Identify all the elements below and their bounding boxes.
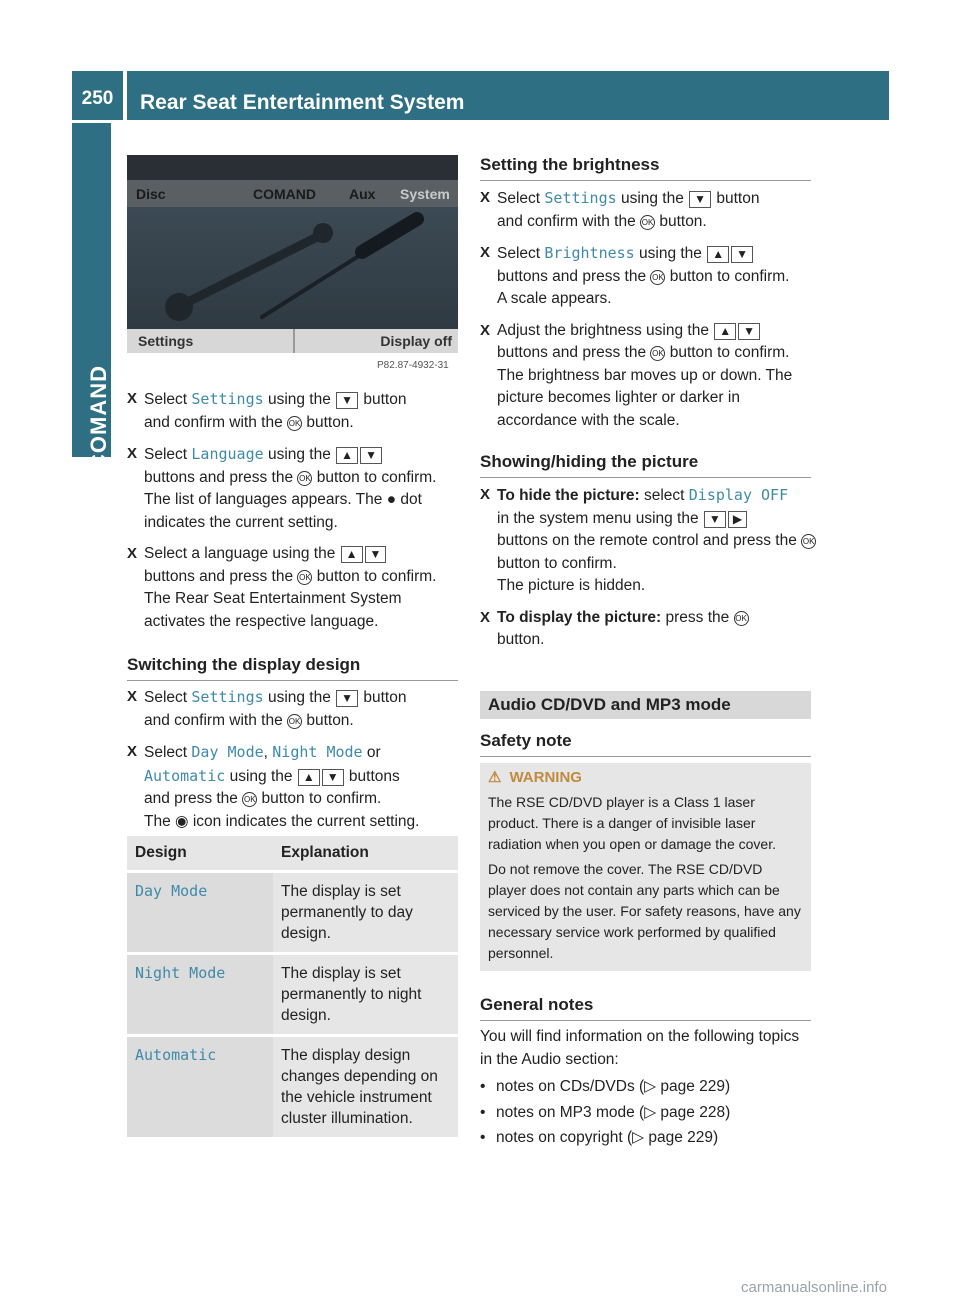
screenshot-top-bar <box>127 155 458 180</box>
list-item: X Select Brightness using the ▲ ▼ buttons and press the OK button to confirm. A scale appears. <box>480 244 790 307</box>
ok-button-icon: OK <box>297 570 312 585</box>
up-key-icon: ▲ <box>298 769 320 786</box>
list-item: X Select Day Mode, Night Mode or Automatic using the ▲ ▼ buttons and press the OK button to confirm. The ◉ icon indicates the current setting. <box>127 743 420 830</box>
ok-button-icon: OK <box>287 714 302 729</box>
design-table <box>127 836 458 1140</box>
up-key-icon: ▲ <box>341 546 363 563</box>
section-heading: Setting the brightness <box>480 155 811 181</box>
ok-button-icon: OK <box>650 270 665 285</box>
list-item: • notes on CDs/DVDs (▷ page 229) <box>480 1078 731 1095</box>
table-header: Explanation <box>273 836 458 872</box>
screenshot-tools-image <box>127 207 458 329</box>
picture-steps <box>480 484 820 661</box>
screenshot-menu-bar <box>127 180 458 207</box>
warning-box <box>480 763 811 971</box>
down-key-icon: ▼ <box>365 546 387 563</box>
watermark: carmanualsonline.info <box>741 1279 887 1296</box>
ok-button-icon: OK <box>287 416 302 431</box>
down-key-icon: ▼ <box>336 690 358 707</box>
section-banner: Audio CD/DVD and MP3 mode <box>480 691 811 719</box>
settings-label: Settings <box>138 333 194 349</box>
down-key-icon: ▼ <box>738 323 760 340</box>
warning-triangle-icon: ⚠ <box>488 769 502 786</box>
up-key-icon: ▲ <box>336 447 358 464</box>
ok-button-icon: OK <box>650 346 665 361</box>
menu-aux: Aux <box>349 185 376 202</box>
table-header: Design <box>127 836 273 872</box>
list-item: X To hide the picture: select Display OFF in the system menu using the ▼ ▶ buttons on the remote control and press the OK button to confirm. The picture is hidden. <box>480 486 815 594</box>
menu-comand: COMAND <box>253 185 316 202</box>
list-item: X Select a language using the ▲ ▼ buttons and press the OK button to confirm. The Rear Seat Entertainment System activates the respective language. <box>127 545 437 630</box>
table-row: Automatic The display design changes depending on the vehicle instrument cluster illumination. <box>127 1036 458 1139</box>
list-item: X Adjust the brightness using the ▲ ▼ buttons and press the OK button to confirm. The brightness bar moves up or down. The picture becomes lighter or darker in accordance with the scale. <box>480 321 793 429</box>
ok-button-icon: OK <box>297 471 312 486</box>
warning-text: The RSE CD/DVD player is a Class 1 laser product. There is a danger of invisible laser radiation when you open or damage the cover. <box>488 794 776 852</box>
menu-system: System <box>400 185 450 202</box>
section-heading: Safety note <box>480 731 811 757</box>
list-item: X To display the picture: press the OK button. <box>480 608 747 648</box>
ok-button-icon: OK <box>640 215 655 230</box>
down-key-icon: ▼ <box>704 511 726 528</box>
general-intro: You will find information on the following topics in the Audio section: <box>480 1028 800 1068</box>
down-key-icon: ▼ <box>322 769 344 786</box>
page-title: Rear Seat Entertainment System <box>127 71 889 120</box>
list-item: X Select Language using the ▲ ▼ buttons and press the OK button to confirm. The list of languages appears. The ● dot indicates the current setting. <box>127 445 437 531</box>
settings-screenshot <box>127 155 458 353</box>
down-key-icon: ▼ <box>336 392 358 409</box>
up-key-icon: ▲ <box>714 323 736 340</box>
section-heading: Showing/hiding the picture <box>480 452 811 478</box>
section-heading: General notes <box>480 995 811 1021</box>
side-tab-label: COMAND <box>86 365 111 470</box>
page-number: 250 <box>72 71 123 120</box>
down-key-icon: ▼ <box>360 447 382 464</box>
ok-button-icon: OK <box>242 792 257 807</box>
list-item: X Select Settings using the ▼ button and confirm with the OK button. <box>480 189 760 230</box>
warning-title: ⚠ WARNING <box>488 769 582 786</box>
general-notes <box>480 1026 800 1153</box>
screenshot-bottom-bar <box>127 329 458 353</box>
table-row: Day Mode The display is set permanently to day design. <box>127 872 458 954</box>
up-key-icon: ▲ <box>707 246 729 263</box>
down-key-icon: ▼ <box>689 191 711 208</box>
table-row: Night Mode The display is set permanently to night design. <box>127 954 458 1036</box>
list-item: • notes on MP3 mode (▷ page 228) <box>480 1103 731 1121</box>
display-off-label: Display off <box>380 333 452 349</box>
radio-dot-icon: ◉ <box>175 812 189 830</box>
list-item: X Select Settings using the ▼ button and confirm with the OK button. <box>127 390 407 431</box>
design-steps <box>127 686 467 842</box>
ok-button-icon: OK <box>734 611 749 626</box>
brightness-steps <box>480 187 820 441</box>
list-item: • notes on copyright (▷ page 229) <box>480 1129 719 1146</box>
language-steps <box>127 388 467 642</box>
section-heading: Switching the display design <box>127 655 458 681</box>
down-key-icon: ▼ <box>731 246 753 263</box>
menu-disc: Disc <box>136 185 166 202</box>
wrench-screwdriver-icon <box>127 207 458 329</box>
figure-reference: P82.87-4932-31 <box>377 360 449 371</box>
ok-button-icon: OK <box>801 534 816 549</box>
list-item: X Select Settings using the ▼ button and confirm with the OK button. <box>127 688 407 729</box>
warning-text: Do not remove the cover. The RSE CD/DVD player does not contain any parts which can be serviced by the user. For safety reasons, have any necessary service work performed by qualified personnel. <box>488 861 801 961</box>
right-key-icon: ▶ <box>728 511 747 528</box>
